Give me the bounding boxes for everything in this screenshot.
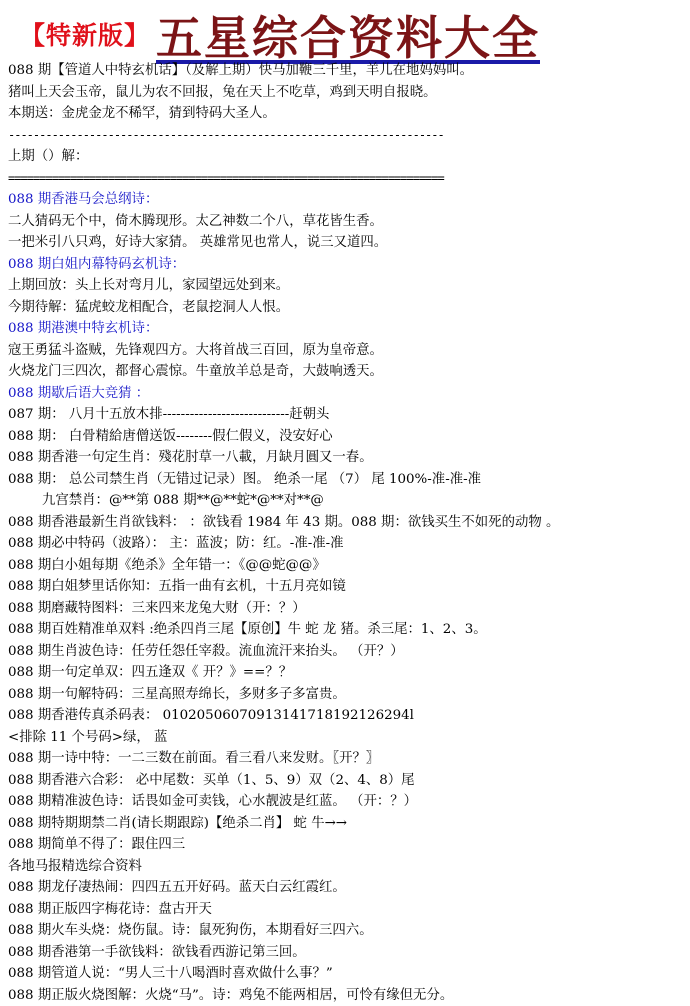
- content-line: 088 期香港六合彩： 必中尾数：买单（1、5、9）双（2、4、8）尾: [8, 770, 688, 792]
- page-header: [0, 0, 690, 62]
- content-line: 一把米引八只鸡，好诗大家猜。 英雄常见也常人，说三又道四。: [8, 232, 688, 254]
- content-line: 087 期： 八月十五放木排----------------------------赶朝头: [8, 404, 688, 426]
- content-line: 今期待解：猛虎蛟龙相配合，老鼠挖洞人人恨。: [8, 297, 688, 319]
- content-line: 九宫禁肖：@**第 088 期**@**蛇*@**对**@: [8, 490, 688, 512]
- content-line: 火烧龙门三四次，都督心震惊。牛童放羊总是奇，大鼓响透天。: [8, 361, 688, 383]
- content-line: 088 期一句定单双：四五逢双《 开？》==？？: [8, 662, 688, 684]
- content-line: 088 期香港第一手欲钱料：欲钱看西游记第三回。: [8, 942, 688, 964]
- content-line: 猪叫上天会玉帝，鼠儿为农不回报，兔在天上不吃草，鸡到天明自报晓。: [8, 82, 688, 104]
- content-line: 088 期正版四字梅花诗：盘古开天: [8, 899, 688, 921]
- content-line: <排除 11 个号码>绿， 蓝: [8, 727, 688, 749]
- content-line: 上期（）解：: [8, 146, 688, 168]
- content-line: 088 期： 总公司禁生肖（无错过记录）图。 绝杀一尾 （7） 尾 100%-准-准-准: [8, 469, 688, 491]
- content-line: 本期送：金虎金龙不稀罕，猜到特码大圣人。: [8, 103, 688, 125]
- content-line: 088 期必中特码（波路）： 主：蓝波；防：红。-准-准-准: [8, 533, 688, 555]
- content-line: 088 期正版火烧图解：火烧“马”。诗：鸡兔不能两相居，可怜有缘但无分。: [8, 985, 688, 1006]
- content-line: 088 期香港一句定生肖：殘花肘草一八載，月缺月圓又一春。: [8, 447, 688, 469]
- content-line: 088 期歇后语大竞猜 ：: [8, 383, 688, 405]
- content-line: 088 期精准波色诗：话畏如金可卖钱，心水靓波是红蓝。 （开：？）: [8, 791, 688, 813]
- content-line: 088 期白姐梦里话你知：五指一曲有玄机，十五月亮如镜: [8, 576, 688, 598]
- content-list: [8, 60, 688, 1006]
- content-line: 088 期香港最新生肖欲钱料： ：欲钱看 1984 年 43 期。088 期：欲钱买生不如死的动物 。: [8, 512, 688, 534]
- content-line: 二人猜码无个中，倚木腾现形。太乙神数二个八，草花皆生香。: [8, 211, 688, 233]
- content-line: 088 期特期期禁二肖(请长期跟踪)【绝杀二肖】 蛇 牛→→: [8, 813, 688, 835]
- content-line: 088 期管道人说：“男人三十八喝酒时喜欢做什么事？”: [8, 963, 688, 985]
- content-line: 088 期【管道人中特玄机话】（及解上期）快马加鞭三千里，羊儿在地妈妈叫。: [8, 60, 688, 82]
- separator-line: ----------------------------------------------------------------------: [8, 125, 688, 147]
- content-line: 088 期磨藏特图料：三来四来龙兔大财（开：？）: [8, 598, 688, 620]
- page-title: 五星综合资料大全: [156, 2, 540, 68]
- content-line: 088 期港澳中特玄机诗：: [8, 318, 688, 340]
- separator-line: ======================================================================: [8, 168, 688, 190]
- content-line: 088 期香港马会总纲诗：: [8, 189, 688, 211]
- content-line: 088 期百姓精准单双料 :绝杀四肖三尾【原创】牛 蛇 龙 猪。杀三尾：1、2、3。: [8, 619, 688, 641]
- content-line: 088 期白小姐每期《绝杀》全年错一：《@@蛇@@》: [8, 555, 688, 577]
- content-line: 上期回放：头上长对弯月儿，家园望远处到来。: [8, 275, 688, 297]
- content-line: 088 期一诗中特：一二三数在前面。看三看八来发财。〖开？〗: [8, 748, 688, 770]
- content-line: 各地马报精选综合资料: [8, 856, 688, 878]
- content-line: 088 期白姐内幕特码玄机诗：: [8, 254, 688, 276]
- content-line: 088 期： 白骨精給唐僧送饭--------假仁假义，没安好心: [8, 426, 688, 448]
- content-line: 088 期火车头烧：烧伤鼠。诗：鼠死狗伤，本期看好三四六。: [8, 920, 688, 942]
- content-line: 088 期一句解特码：三星高照寿绵长，多财多子多富贵。: [8, 684, 688, 706]
- content-line: 088 期生肖波色诗：任劳任怨任宰殺。流血流汗来抬头。 （开？）: [8, 641, 688, 663]
- content-line: 088 期香港传真杀码表： 01020506070913141718192126294l: [8, 705, 688, 727]
- content-line: 寇王勇猛斗盗贼，先锋观四方。大将首战三百回，原为皇帝意。: [8, 340, 688, 362]
- content-line: 088 期龙仔凄热闹：四四五五开好码。蓝天白云红霞红。: [8, 877, 688, 899]
- content-line: 088 期简单不得了：跟住四三: [8, 834, 688, 856]
- edition-badge: 【特新版】: [20, 16, 150, 52]
